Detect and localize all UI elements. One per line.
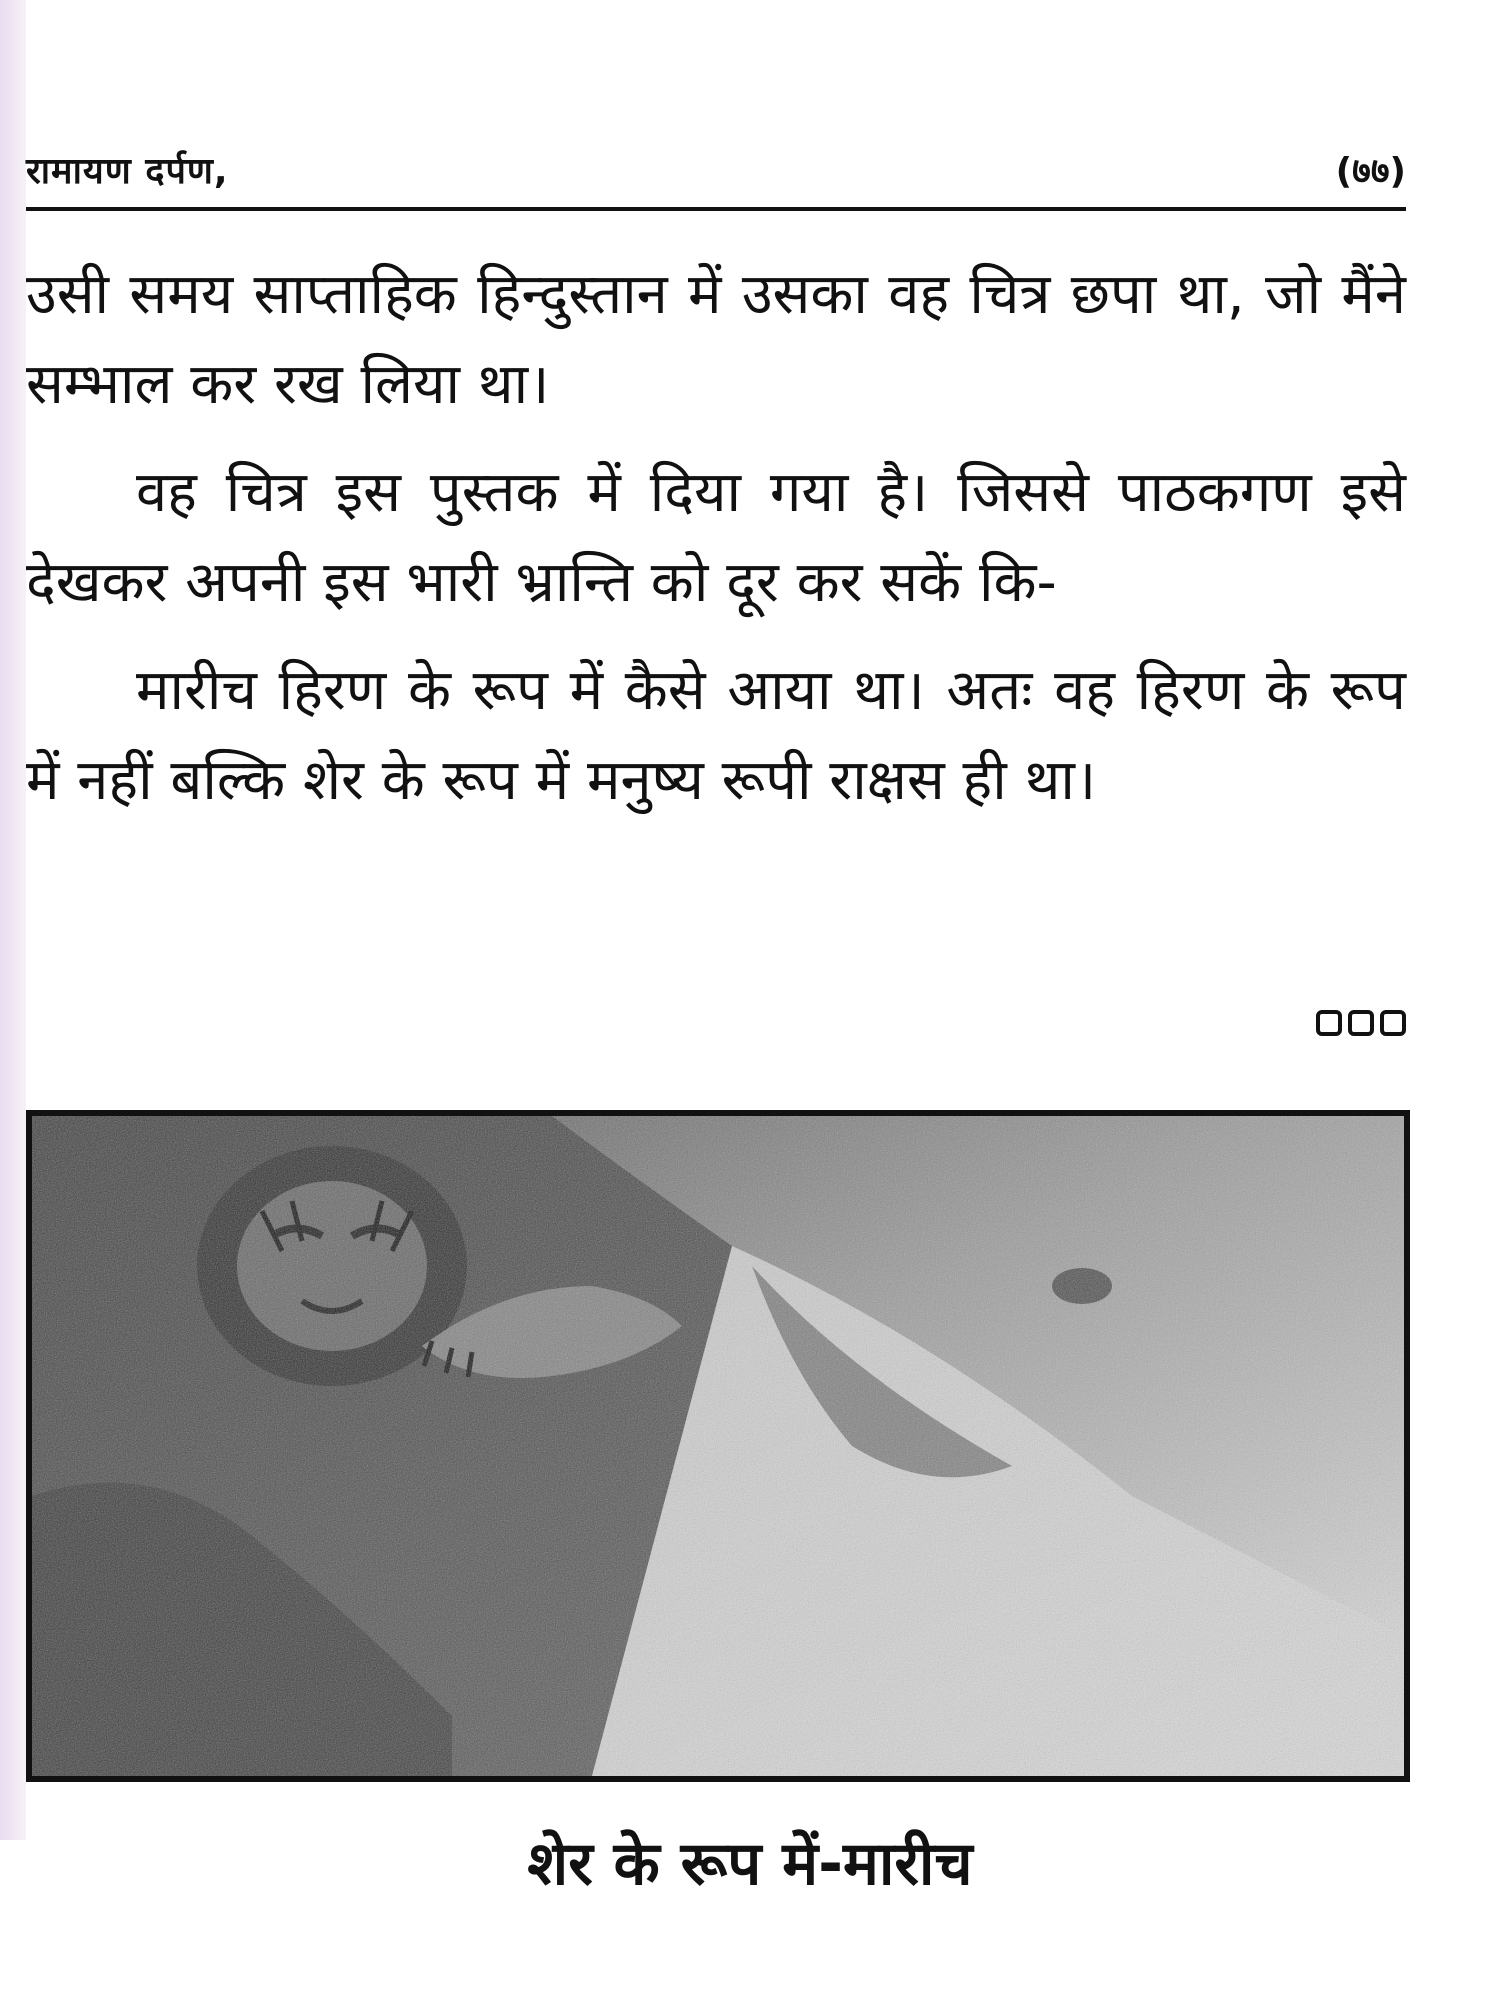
body-text (26, 250, 1406, 844)
page-number: (७७) (1335, 151, 1406, 192)
paragraph-2: वह चित्र इस पुस्तक में दिया गया है। जिससे पाठकगण इसे देखकर अपनी इस भारी भ्रान्ति को दूर कर सकें कि- (26, 460, 1406, 615)
end-box-icon (1348, 1010, 1374, 1036)
running-title: रामायण दर्पण, (26, 151, 229, 192)
section-end-mark (1316, 1010, 1406, 1036)
scan-edge (0, 0, 26, 1840)
tiger-illustration-icon (32, 1116, 1404, 1776)
end-box-icon (1316, 1010, 1342, 1036)
paragraph-1: उसी समय साप्ताहिक हिन्दुस्तान में उसका वह चित्र छपा था, जो मैंने सम्भाल कर रख लिया था। (26, 262, 1406, 417)
figure-caption: शेर के रूप में-मारीच (527, 1829, 973, 1899)
page-header (26, 145, 1406, 205)
end-box-icon (1380, 1010, 1406, 1036)
paragraph-3: मारीच हिरण के रूप में कैसे आया था। अतः वह हिरण के रूप में नहीं बल्कि शेर के रूप में मनुष्य रूपी राक्षस ही था। (26, 658, 1406, 813)
header-rule (26, 207, 1406, 211)
tiger-illustration (26, 1110, 1410, 1782)
